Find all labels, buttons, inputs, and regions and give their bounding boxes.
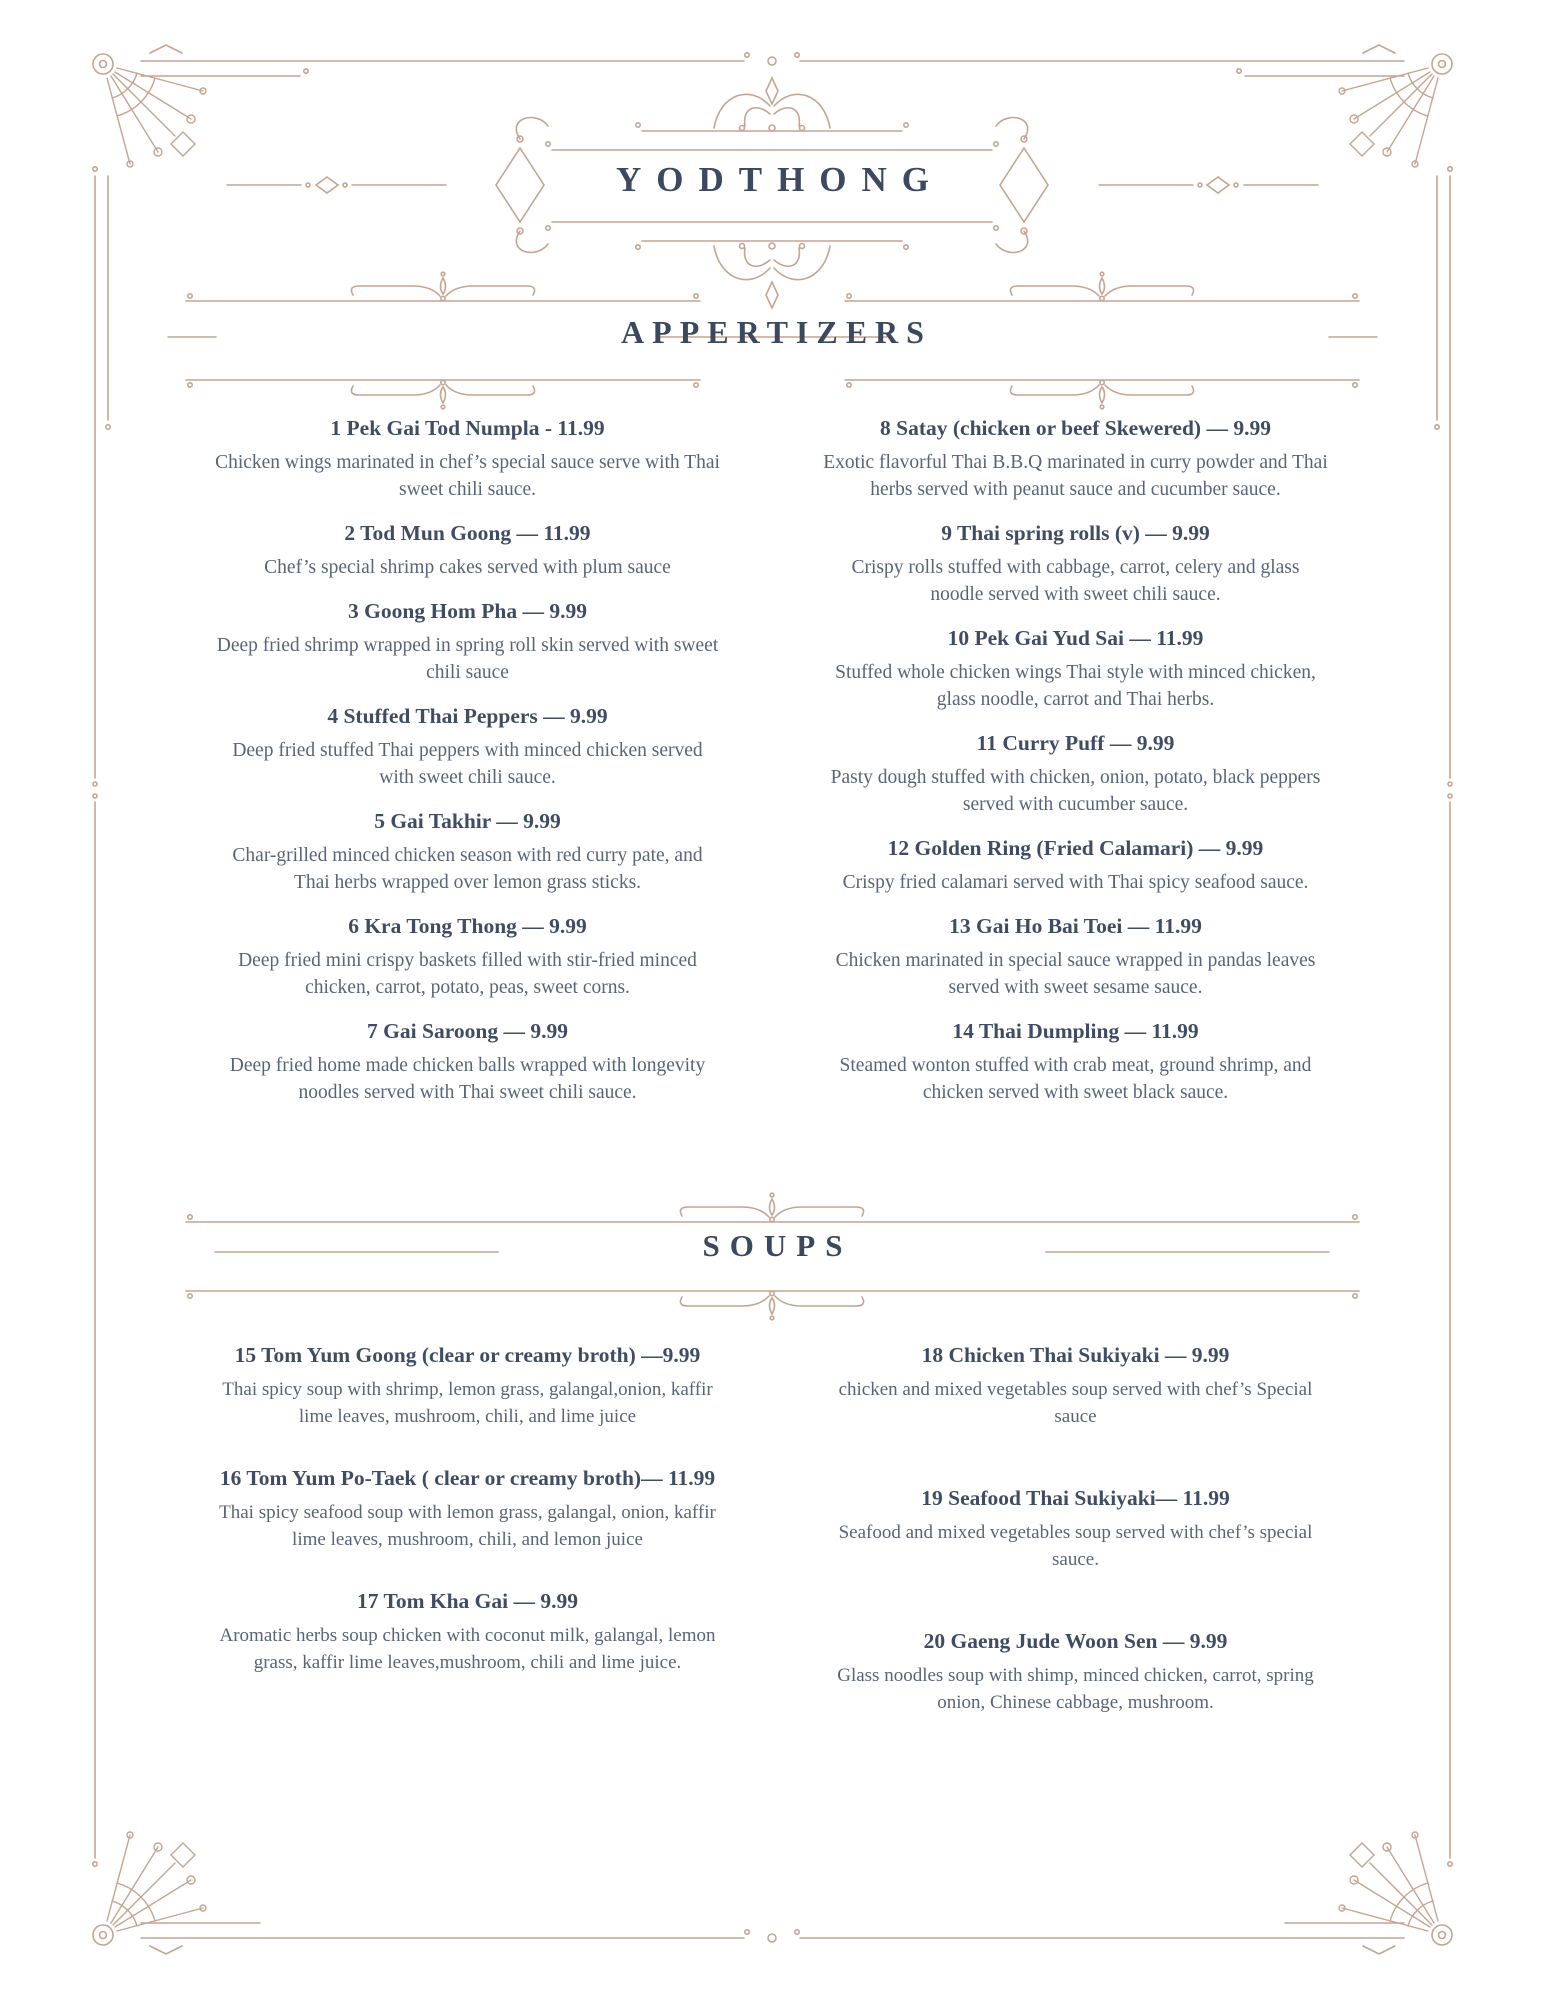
divider-below-appetizers <box>186 380 1359 409</box>
menu-item-description: chicken and mixed vegetables soup served with chef’s Special sauce <box>838 1379 1313 1427</box>
menu-item-name: 14 Thai Dumpling — 11.99 <box>952 1019 1199 1043</box>
menu-item <box>215 1587 720 1676</box>
border-left <box>93 167 110 1866</box>
menu-item <box>215 807 720 896</box>
border-right <box>1435 167 1452 1866</box>
appetizers-column-left <box>215 414 720 1122</box>
menu-item-description: Char-grilled minced chicken season with red curry pate, and Thai herbs wrapped over lemon grass sticks. <box>232 845 703 893</box>
menu-item-description: Crispy fried calamari served with Thai spicy seafood sauce. <box>842 872 1309 893</box>
menu-item-name: 9 Thai spring rolls (v) — 9.99 <box>941 521 1210 545</box>
divider-above-appetizers <box>186 272 1359 301</box>
menu-item-description: Chef’s special shrimp cakes served with plum sauce <box>264 557 671 578</box>
menu-item-name: 15 Tom Yum Goong (clear or creamy broth) —9.99 <box>234 1343 701 1367</box>
menu-item-name: 16 Tom Yum Po-Taek ( clear or creamy broth)— 11.99 <box>219 1466 716 1490</box>
menu-item-name: 5 Gai Takhir — 9.99 <box>374 809 561 833</box>
menu-item-description: Crispy rolls stuffed with cabbage, carrot, celery and glass noodle served with sweet chili sauce. <box>851 557 1300 605</box>
menu-item-description: Exotic flavorful Thai B.B.Q marinated in curry powder and Thai herbs served with peanut sauce and cucumber sauce. <box>823 452 1328 500</box>
menu-item <box>823 1341 1328 1430</box>
menu-item-description: Chicken wings marinated in chef’s special sauce serve with Thai sweet chili sauce. <box>215 452 720 500</box>
menu-item <box>215 519 720 581</box>
menu-item-description: Stuffed whole chicken wings Thai style with minced chicken, glass noodle, carrot and Thai herbs. <box>835 662 1316 710</box>
divider-above-soups <box>186 1193 1359 1222</box>
appetizers-column-right <box>823 414 1328 1122</box>
menu-item <box>823 729 1328 818</box>
section-title-soups: SOUPS <box>702 1228 853 1263</box>
menu-item <box>215 414 720 503</box>
menu-item-name: 2 Tod Mun Goong — 11.99 <box>344 521 591 545</box>
restaurant-name: YODTHONG <box>615 160 945 199</box>
menu-item-description: Thai spicy soup with shrimp, lemon grass, galangal,onion, kaffir lime leaves, mushroom, chili, and lime juice <box>222 1379 713 1427</box>
divider-below-soups <box>186 1291 1359 1320</box>
border-bottom <box>141 1923 1404 1954</box>
menu-item-description: Deep fried mini crispy baskets filled with stir-fried minced chicken, carrot, potato, peas, sweet corns. <box>238 950 697 998</box>
menu-item <box>215 1341 720 1430</box>
menu-item-name: 13 Gai Ho Bai Toei — 11.99 <box>949 914 1202 938</box>
menu-item <box>823 834 1328 896</box>
menu-item <box>215 1464 720 1553</box>
menu-item-name: 17 Tom Kha Gai — 9.99 <box>356 1589 578 1613</box>
menu-item-name: 4 Stuffed Thai Peppers — 9.99 <box>327 704 608 728</box>
menu-item-description: Deep fried home made chicken balls wrapped with longevity noodles served with Thai sweet chili sauce. <box>229 1055 706 1103</box>
menu-item-name: 12 Golden Ring (Fried Calamari) — 9.99 <box>887 836 1264 860</box>
menu-item <box>823 519 1328 608</box>
menu-item-description: Pasty dough stuffed with chicken, onion, potato, black peppers served with cucumber sauce. <box>830 767 1321 815</box>
menu-item-description: Aromatic herbs soup chicken with coconut milk, galangal, lemon grass, kaffir lime leaves,mushroom, chili and lime juice. <box>219 1625 716 1673</box>
menu-item-description: Deep fried stuffed Thai peppers with minced chicken served with sweet chili sauce. <box>232 740 703 788</box>
menu-item <box>823 1627 1328 1716</box>
menu-item <box>215 912 720 1001</box>
soups-column-right <box>823 1341 1328 1770</box>
soups-column-left <box>215 1341 720 1710</box>
menu-item <box>823 624 1328 713</box>
section-title-appetizers: APPERTIZERS <box>621 314 932 350</box>
menu-item-description: Steamed wonton stuffed with crab meat, ground shrimp, and chicken served with sweet black sauce. <box>839 1055 1312 1103</box>
menu-item-name: 10 Pek Gai Yud Sai — 11.99 <box>947 626 1204 650</box>
border-top <box>141 45 1404 76</box>
menu-item-name: 8 Satay (chicken or beef Skewered) — 9.99 <box>880 416 1271 440</box>
menu-item-name: 7 Gai Saroong — 9.99 <box>367 1019 568 1043</box>
menu-item <box>823 414 1328 503</box>
menu-item <box>215 702 720 791</box>
menu-item-description: Deep fried shrimp wrapped in spring roll skin served with sweet chili sauce <box>216 635 719 683</box>
menu-item <box>823 912 1328 1001</box>
menu-item-name: 11 Curry Puff — 9.99 <box>976 731 1175 755</box>
menu-item-name: 20 Gaeng Jude Woon Sen — 9.99 <box>923 1629 1228 1653</box>
menu-item-name: 19 Seafood Thai Sukiyaki— 11.99 <box>921 1486 1230 1510</box>
menu-item-description: Seafood and mixed vegetables soup served with chef’s special sauce. <box>838 1522 1313 1570</box>
menu-item-name: 1 Pek Gai Tod Numpla - 11.99 <box>330 416 605 440</box>
menu-item-description: Chicken marinated in special sauce wrapped in pandas leaves served with sweet sesame sauce. <box>835 950 1316 998</box>
menu-item <box>215 597 720 686</box>
menu-item <box>215 1017 720 1106</box>
menu-item-name: 3 Goong Hom Pha — 9.99 <box>348 599 587 623</box>
menu-item-name: 18 Chicken Thai Sukiyaki — 9.99 <box>921 1343 1230 1367</box>
menu-item-name: 6 Kra Tong Thong — 9.99 <box>348 914 587 938</box>
menu-item-description: Glass noodles soup with shimp, minced chicken, carrot, spring onion, Chinese cabbage, mushroom. <box>837 1665 1314 1713</box>
menu-item-description: Thai spicy seafood soup with lemon grass, galangal, onion, kaffir lime leaves, mushroom, chili, and lemon juice <box>219 1502 716 1550</box>
menu-item <box>823 1017 1328 1106</box>
menu-item <box>823 1484 1328 1573</box>
